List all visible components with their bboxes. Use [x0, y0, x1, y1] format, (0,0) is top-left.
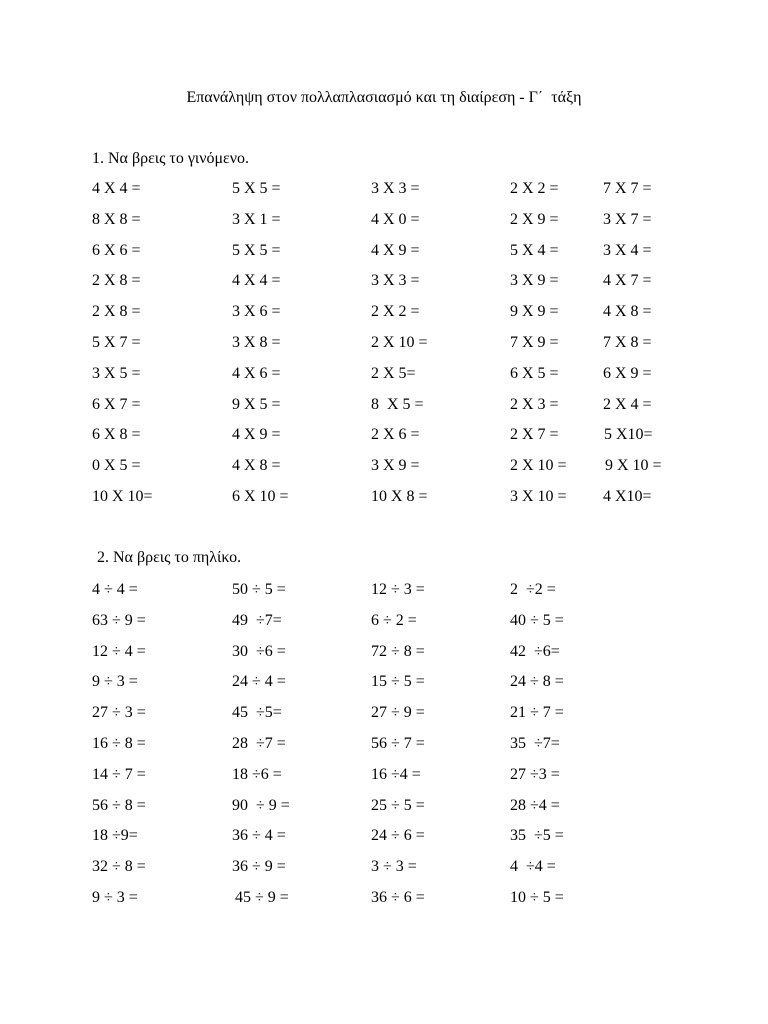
division-problem: 45 ÷5=	[232, 704, 282, 722]
multiplication-problem: 2 X 2 =	[371, 303, 420, 321]
multiplication-problem: 3 X 9 =	[371, 457, 420, 475]
division-problem: 18 ÷6 =	[232, 765, 282, 783]
division-problem: 63 ÷ 9 =	[92, 611, 146, 629]
multiplication-problem: 6 X 9 =	[603, 364, 652, 382]
multiplication-problem: 2 X 8 =	[92, 303, 141, 321]
multiplication-problem: 5 X 4 =	[510, 241, 559, 259]
division-problem: 72 ÷ 8 =	[371, 642, 425, 660]
multiplication-row	[0, 332, 768, 354]
division-row	[0, 856, 768, 878]
division-row	[0, 887, 768, 909]
multiplication-problem: 3 X 9 =	[510, 272, 559, 290]
multiplication-problem: 7 X 9 =	[510, 334, 559, 351]
division-problem: 35 ÷5 =	[510, 827, 564, 845]
multiplication-problem: 3 X 4 =	[603, 241, 652, 259]
division-problem: 14 ÷ 7 =	[92, 765, 146, 783]
division-problem: 42 ÷6=	[510, 642, 560, 660]
multiplication-problem: 4 X 4 =	[232, 272, 281, 290]
multiplication-problem: 6 X 7 =	[92, 395, 141, 413]
multiplication-problem: 4 X 0 =	[371, 210, 420, 228]
division-problem: 9 ÷ 3 =	[92, 889, 138, 906]
multiplication-problem: 4 X 6 =	[232, 364, 281, 382]
division-problem: 15 ÷ 5 =	[371, 673, 425, 691]
multiplication-problem: 6 X 6 =	[92, 241, 141, 259]
multiplication-problem: 3 X 10 =	[510, 488, 567, 505]
division-row	[0, 764, 768, 786]
multiplication-problem: 2 X 8 =	[92, 272, 141, 290]
multiplication-problem: 2 X 4 =	[603, 395, 652, 413]
multiplication-row	[0, 424, 768, 446]
multiplication-problem: 4 X 8 =	[603, 303, 652, 321]
multiplication-problem: 10 X 10=	[92, 488, 153, 505]
division-problem: 28 ÷7 =	[232, 735, 286, 752]
division-problem: 36 ÷ 6 =	[371, 889, 425, 906]
multiplication-problem: 5 X 5 =	[232, 180, 281, 197]
division-problem: 28 ÷4 =	[510, 796, 560, 814]
multiplication-row	[0, 178, 768, 200]
division-row	[0, 825, 768, 847]
division-problem: 56 ÷ 8 =	[92, 796, 146, 814]
multiplication-problem: 5 X 7 =	[92, 334, 141, 351]
multiplication-row	[0, 301, 768, 323]
division-problem: 25 ÷ 5 =	[371, 796, 425, 814]
multiplication-problem: 6 X 8 =	[92, 426, 141, 444]
multiplication-problem: 3 X 8 =	[232, 334, 281, 351]
division-problem: 27 ÷ 9 =	[371, 704, 425, 722]
division-row	[0, 795, 768, 817]
division-problem: 6 ÷ 2 =	[371, 611, 417, 629]
multiplication-problem: 7 X 8 =	[603, 334, 652, 351]
multiplication-row	[0, 455, 768, 477]
multiplication-problem: 2 X 10 =	[371, 334, 428, 351]
division-problem: 35 ÷7=	[510, 735, 560, 752]
division-problem: 36 ÷ 4 =	[232, 827, 286, 845]
worksheet-title: Επανάληψη στον πολλαπλασιασμό και τη διαίρεση - Γ΄ τάξη	[186, 89, 582, 106]
division-problem: 10 ÷ 5 =	[510, 889, 564, 906]
multiplication-problem: 3 X 3 =	[371, 180, 420, 197]
division-row	[0, 671, 768, 693]
division-problem: 50 ÷ 5 =	[232, 581, 286, 598]
multiplication-problem: 9 X 9 =	[510, 303, 559, 321]
division-problem: 32 ÷ 8 =	[92, 858, 146, 876]
division-problem: 24 ÷ 4 =	[232, 673, 286, 691]
multiplication-row	[0, 270, 768, 292]
multiplication-problem: 2 X 6 =	[371, 426, 420, 444]
multiplication-row	[0, 363, 768, 385]
division-problem: 24 ÷ 6 =	[371, 827, 425, 845]
multiplication-problem: 4 X 8 =	[232, 457, 281, 475]
division-problem: 27 ÷3 =	[510, 765, 560, 783]
division-problem: 45 ÷ 9 =	[235, 889, 289, 906]
division-problem: 12 ÷ 3 =	[371, 581, 425, 598]
multiplication-problem: 4 X 7 =	[603, 272, 652, 290]
multiplication-problem: 3 X 7 =	[603, 210, 652, 228]
section-1-heading: 1. Να βρεις το γινόμενο.	[92, 150, 249, 167]
division-problem: 16 ÷4 =	[371, 765, 421, 783]
division-row	[0, 733, 768, 755]
division-problem: 4 ÷4 =	[510, 858, 556, 876]
multiplication-problem: 2 X 2 =	[510, 180, 559, 197]
division-problem: 24 ÷ 8 =	[510, 673, 564, 691]
division-problem: 18 ÷9=	[92, 827, 138, 845]
division-row	[0, 641, 768, 663]
multiplication-problem: 9 X 10 =	[605, 457, 662, 475]
multiplication-problem: 0 X 5 =	[92, 457, 141, 475]
multiplication-problem: 3 X 3 =	[371, 272, 420, 290]
division-problem: 27 ÷ 3 =	[92, 704, 146, 722]
division-problem: 16 ÷ 8 =	[92, 735, 146, 752]
multiplication-row	[0, 394, 768, 416]
multiplication-row	[0, 209, 768, 231]
division-problem: 9 ÷ 3 =	[92, 673, 138, 691]
multiplication-problem: 6 X 10 =	[232, 488, 289, 505]
division-problem: 3 ÷ 3 =	[371, 858, 417, 876]
multiplication-problem: 9 X 5 =	[232, 395, 281, 413]
division-row	[0, 702, 768, 724]
division-problem: 21 ÷ 7 =	[510, 704, 564, 722]
multiplication-row	[0, 486, 768, 508]
division-row	[0, 579, 768, 601]
multiplication-problem: 2 X 9 =	[510, 210, 559, 228]
division-problem: 90 ÷ 9 =	[232, 796, 290, 814]
multiplication-problem: 8 X 5 =	[371, 395, 424, 413]
multiplication-problem: 2 X 10 =	[510, 457, 567, 475]
multiplication-problem: 7 X 7 =	[603, 180, 652, 197]
multiplication-problem: 3 X 5 =	[92, 364, 141, 382]
multiplication-problem: 8 X 8 =	[92, 210, 141, 228]
division-row	[0, 610, 768, 632]
multiplication-problem: 4 X 9 =	[232, 426, 281, 444]
multiplication-problem: 3 X 1 =	[232, 210, 281, 228]
multiplication-problem: 10 X 8 =	[371, 488, 428, 505]
division-problem: 30 ÷6 =	[232, 642, 286, 660]
section-2-heading: 2. Να βρεις το πηλίκο.	[97, 549, 242, 566]
multiplication-problem: 2 X 3 =	[510, 395, 559, 413]
multiplication-problem: 5 X10=	[604, 426, 653, 444]
division-problem: 36 ÷ 9 =	[232, 858, 286, 876]
division-problem: 12 ÷ 4 =	[92, 642, 146, 660]
division-problem: 49 ÷7=	[232, 611, 282, 629]
multiplication-row	[0, 240, 768, 262]
division-problem: 56 ÷ 7 =	[371, 735, 425, 752]
multiplication-problem: 4 X 9 =	[371, 241, 420, 259]
multiplication-problem: 4 X10=	[603, 488, 652, 505]
multiplication-problem: 5 X 5 =	[232, 241, 281, 259]
multiplication-problem: 4 X 4 =	[92, 180, 141, 197]
division-problem: 4 ÷ 4 =	[92, 581, 138, 598]
multiplication-problem: 6 X 5 =	[510, 364, 559, 382]
multiplication-problem: 3 X 6 =	[232, 303, 281, 321]
division-problem: 40 ÷ 5 =	[510, 611, 564, 629]
multiplication-problem: 2 X 7 =	[510, 426, 559, 444]
division-problem: 2 ÷2 =	[510, 581, 556, 598]
multiplication-problem: 2 X 5=	[371, 364, 416, 382]
